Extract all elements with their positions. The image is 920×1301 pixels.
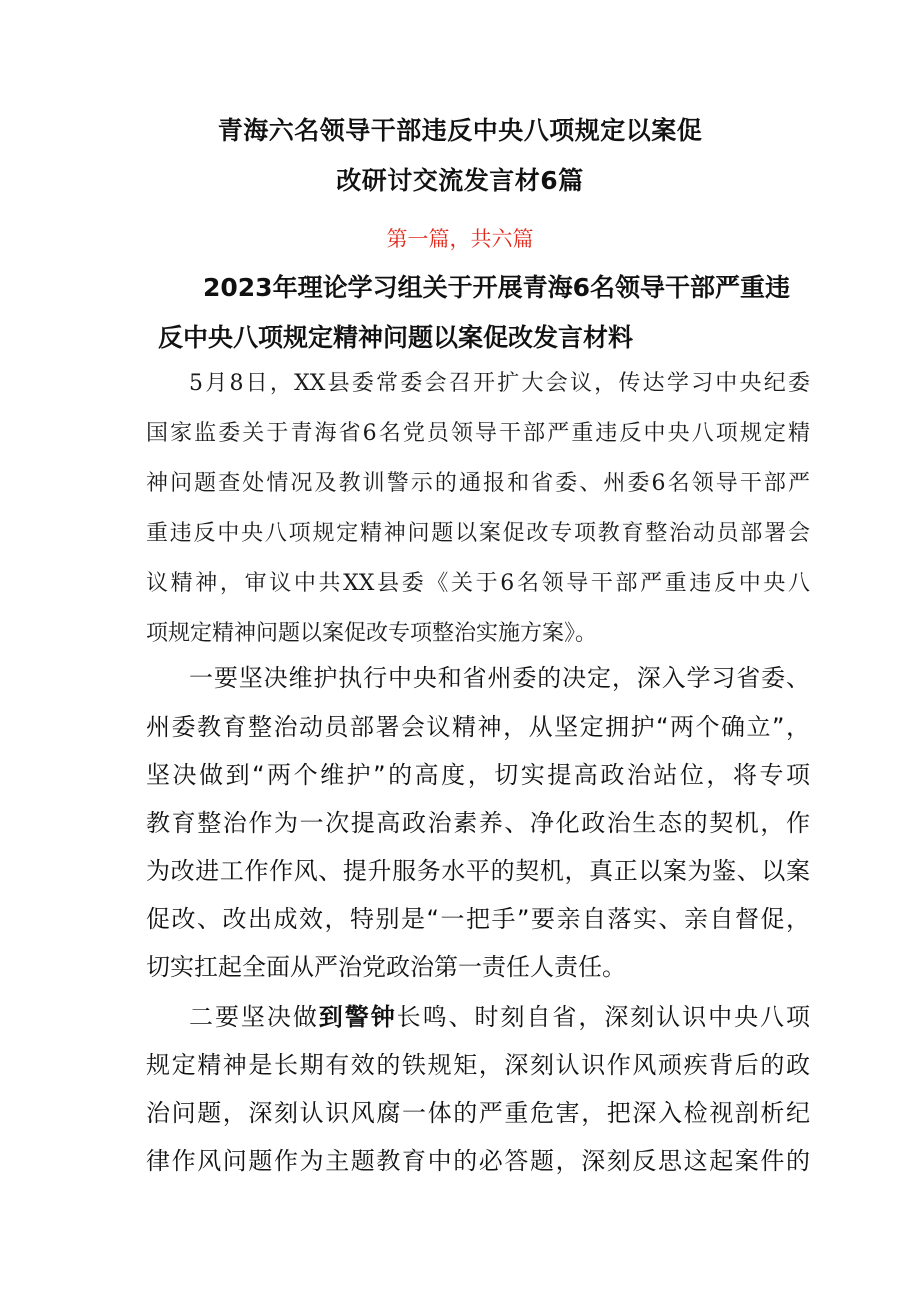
paragraph-two-line-4: 律作风问题作为主题教育中的必答题，深刻反思这起案件的 [146,1147,810,1175]
paragraph-one-line-1: 一要坚决维护执行中央和省州委的决定，深入学习省委、 [189,664,810,692]
section-label: 第一篇，共六篇 [386,227,534,251]
intro-line-3: 神问题查处情况及教训警示的通报和省委、州委6名领导干部严 [146,471,810,496]
intro-line-1: 5月8日，XX县委常委会召开扩大会议，传达学习中央纪委 [189,371,810,396]
subtitle-line-2: 反中央八项规定精神问题以案促改发言材料 [158,323,634,352]
paragraph-one-line-4: 教育整治作为一次提高政治素养、净化政治生态的契机，作 [146,809,810,837]
paragraph-one-line-3: 坚决做到“两个维护”的高度，切实提高政治站位，将专项 [146,761,810,789]
intro-line-6: 项规定精神问题以案促改专项整治实施方案》。 [146,621,598,646]
intro-line-5: 议精神，审议中共XX县委《关于6名领导干部严重违反中央八 [146,571,810,596]
paragraph-two-line-2: 规定精神是长期有效的铁规矩，深刻认识作风顽疾背后的政 [146,1051,810,1079]
paragraph-two-text-before: 二要坚决做 [189,1003,319,1031]
paragraph-one-line-7: 切实扛起全面从严治党政治第一责任人责任。 [146,953,626,981]
intro-line-2: 国家监委关于青海省6名党员领导干部严重违反中央八项规定精 [146,421,810,446]
intro-line-4: 重违反中央八项规定精神问题以案促改专项教育整治动员部署会 [146,521,810,546]
paragraph-two-bold-text: 到警钟 [318,1003,397,1031]
document-title-line-2: 改研讨交流发言材6篇 [336,166,584,195]
paragraph-one-line-5: 为改进工作作风、提升服务水平的契机，真正以案为鉴、以案 [146,857,810,885]
document-title-line-1: 青海六名领导干部违反中央八项规定以案促 [217,116,703,145]
paragraph-two-line-3: 治问题，深刻认识风腐一体的严重危害，把深入检视剖析纪 [146,1099,810,1127]
paragraph-two-text-after: 长鸣、时刻自省，深刻认识中央八项 [396,1003,811,1031]
subtitle-line-1: 2023年理论学习组关于开展青海6名领导干部严重违 [203,273,790,302]
paragraph-one-line-2: 州委教育整治动员部署会议精神，从坚定拥护“两个确立”， [146,713,810,741]
paragraph-two-line-1 [189,995,810,1039]
paragraph-one-line-6: 促改、改出成效，特别是“一把手”要亲自落实、亲自督促， [146,905,810,933]
